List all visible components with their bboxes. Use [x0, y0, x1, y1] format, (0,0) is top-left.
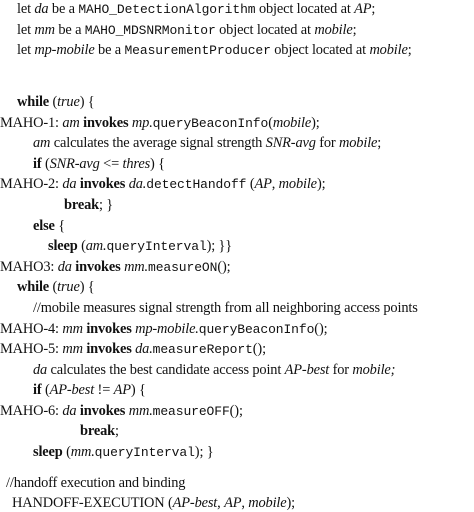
code-segment: mobile: [369, 42, 408, 58]
code-line-2: [17, 21, 356, 40]
code-line-21: [33, 443, 214, 462]
code-segment: (: [268, 115, 273, 131]
code-segment: true: [57, 94, 80, 110]
code-segment: MeasurementProducer: [124, 43, 271, 58]
code-segment: ,: [217, 495, 225, 511]
code-line-18: [33, 381, 146, 399]
code-segment: AP: [224, 495, 242, 511]
code-segment: queryBeaconInfo: [198, 322, 315, 337]
code-segment: AP: [254, 176, 272, 192]
code-line-12: [0, 258, 230, 277]
code-segment: invokes: [83, 115, 129, 131]
code-segment: AP-best: [49, 382, 95, 398]
code-segment: object located at: [255, 1, 355, 17]
code-segment: if: [33, 156, 42, 172]
code-line-23: [12, 494, 295, 512]
code-segment: MAHO_DetectionAlgorithm: [78, 2, 256, 17]
code-line-11: [48, 237, 232, 256]
code-segment: measureOFF: [152, 404, 230, 419]
code-segment: be a: [94, 42, 125, 58]
code-segment: ;: [371, 1, 376, 17]
code-segment: mm: [62, 321, 83, 337]
code-line-17: [33, 361, 395, 379]
code-segment: mm: [62, 341, 83, 357]
code-segment: da: [62, 176, 77, 192]
code-segment: (: [62, 444, 71, 460]
code-segment: ) {: [79, 279, 95, 295]
code-segment: thres: [122, 156, 151, 172]
code-segment: da: [57, 259, 72, 275]
code-segment: let: [17, 1, 35, 17]
code-segment: AP-best: [284, 362, 330, 378]
code-segment: while: [17, 94, 50, 110]
code-segment: else: [33, 218, 55, 234]
code-segment: invokes: [75, 259, 121, 275]
code-segment: ); }: [194, 444, 214, 460]
code-line-22: [6, 474, 185, 492]
code-line-14: [33, 299, 418, 317]
code-segment: MAHO-4:: [0, 321, 63, 337]
code-segment: AP: [113, 382, 131, 398]
code-segment: //handoff execution and binding: [6, 475, 186, 491]
code-segment: for: [315, 135, 340, 151]
code-segment: MAHO-1:: [0, 115, 63, 131]
code-segment: mobile: [278, 176, 317, 192]
code-segment: //mobile measures signal strength from all neighboring access points: [33, 300, 418, 316]
code-segment: measureReport: [152, 342, 253, 357]
code-segment: ) {: [150, 156, 165, 172]
code-segment: ();: [229, 403, 243, 419]
code-line-10: [33, 217, 65, 235]
code-segment: MAHO-5:: [0, 341, 63, 357]
code-segment: invokes: [86, 321, 132, 337]
code-segment: SNR-avg: [265, 135, 316, 151]
code-line-20: [80, 422, 119, 440]
code-segment: (: [49, 279, 58, 295]
code-segment: sleep: [48, 238, 78, 254]
code-segment: MAHO-2:: [0, 176, 63, 192]
code-segment: {: [54, 218, 65, 234]
code-line-15: [0, 320, 327, 339]
code-segment: measureON: [148, 260, 218, 275]
code-segment: let: [17, 42, 35, 58]
code-segment: ;: [377, 135, 382, 151]
code-segment: calculates the average signal strength: [50, 135, 266, 151]
code-segment: break: [64, 197, 99, 213]
code-segment: da: [62, 403, 77, 419]
code-segment: be a: [48, 1, 79, 17]
code-segment: am: [62, 115, 80, 131]
code-segment: if: [33, 382, 42, 398]
code-segment: (: [77, 238, 86, 254]
code-segment: mobile: [248, 495, 287, 511]
code-segment: queryBeaconInfo: [152, 116, 269, 131]
code-segment: mm.: [70, 444, 95, 460]
code-line-6: [33, 134, 381, 152]
code-segment: ,: [271, 176, 279, 192]
code-line-7: [33, 155, 165, 173]
code-segment: invokes: [79, 403, 126, 419]
code-segment: queryInterval: [106, 239, 207, 254]
code-line-8: [0, 175, 325, 194]
code-segment: let: [17, 22, 35, 38]
code-segment: da: [34, 1, 49, 17]
code-segment: (: [49, 94, 58, 110]
code-segment: ); }}: [206, 238, 233, 254]
code-segment: sleep: [33, 444, 63, 460]
code-line-16: [0, 340, 266, 359]
code-line-19: [0, 402, 243, 421]
code-line-9: [64, 196, 113, 214]
code-segment: );: [286, 495, 296, 511]
code-segment: ;: [407, 42, 412, 58]
code-segment: AP-best: [172, 495, 218, 511]
code-segment: break: [80, 423, 115, 439]
code-segment: ;: [114, 423, 119, 439]
code-segment: ();: [252, 341, 266, 357]
code-segment: MAHO-6:: [0, 403, 63, 419]
code-segment: mp-mobile: [34, 42, 95, 58]
code-segment: queryInterval: [94, 445, 195, 460]
code-segment: (: [41, 382, 50, 398]
code-segment: (: [246, 176, 255, 192]
code-segment: invokes: [79, 176, 126, 192]
code-segment: object located at: [270, 42, 370, 58]
code-segment: for: [329, 362, 353, 378]
code-segment: (: [41, 156, 50, 172]
code-line-4: [17, 93, 95, 111]
code-segment: MAHO3:: [0, 259, 58, 275]
code-segment: am.: [85, 238, 107, 254]
code-segment: ;: [352, 22, 357, 38]
code-segment: SNR-avg: [49, 156, 100, 172]
code-segment: !=: [94, 382, 114, 398]
code-segment: while: [17, 279, 50, 295]
code-segment: true: [57, 279, 80, 295]
code-segment: AP: [354, 1, 372, 17]
code-line-1: [17, 0, 375, 19]
code-segment: da: [33, 362, 48, 378]
code-segment: ,: [241, 495, 249, 511]
code-segment: HANDOFF-EXECUTION (: [12, 495, 173, 511]
code-segment: mm.: [124, 259, 148, 275]
code-segment: object located at: [215, 22, 315, 38]
code-segment: <=: [99, 156, 123, 172]
code-segment: mm: [34, 22, 55, 38]
code-segment: mobile: [272, 115, 312, 131]
code-segment: ) {: [79, 94, 95, 110]
code-segment: mp.: [131, 115, 153, 131]
code-segment: invokes: [86, 341, 132, 357]
code-segment: am: [33, 135, 51, 151]
code-line-5: [0, 114, 320, 133]
code-segment: mp-mobile.: [135, 321, 199, 337]
code-segment: mobile: [314, 22, 353, 38]
code-segment: mobile;: [352, 362, 396, 378]
code-segment: ();: [217, 259, 231, 275]
code-line-3: [17, 41, 412, 60]
code-segment: be a: [54, 22, 85, 38]
code-segment: ; }: [98, 197, 114, 213]
code-segment: mm.: [128, 403, 153, 419]
code-segment: ();: [314, 321, 328, 337]
code-segment: da.: [135, 341, 153, 357]
code-segment: ) {: [130, 382, 146, 398]
code-segment: da.: [128, 176, 147, 192]
code-segment: );: [316, 176, 326, 192]
code-segment: MAHO_MDSNRMonitor: [84, 23, 216, 38]
code-line-13: [17, 278, 95, 296]
code-segment: mobile: [339, 135, 378, 151]
code-segment: );: [311, 115, 320, 131]
code-segment: detectHandoff: [146, 177, 247, 192]
code-segment: calculates the best candidate access point: [47, 362, 285, 378]
